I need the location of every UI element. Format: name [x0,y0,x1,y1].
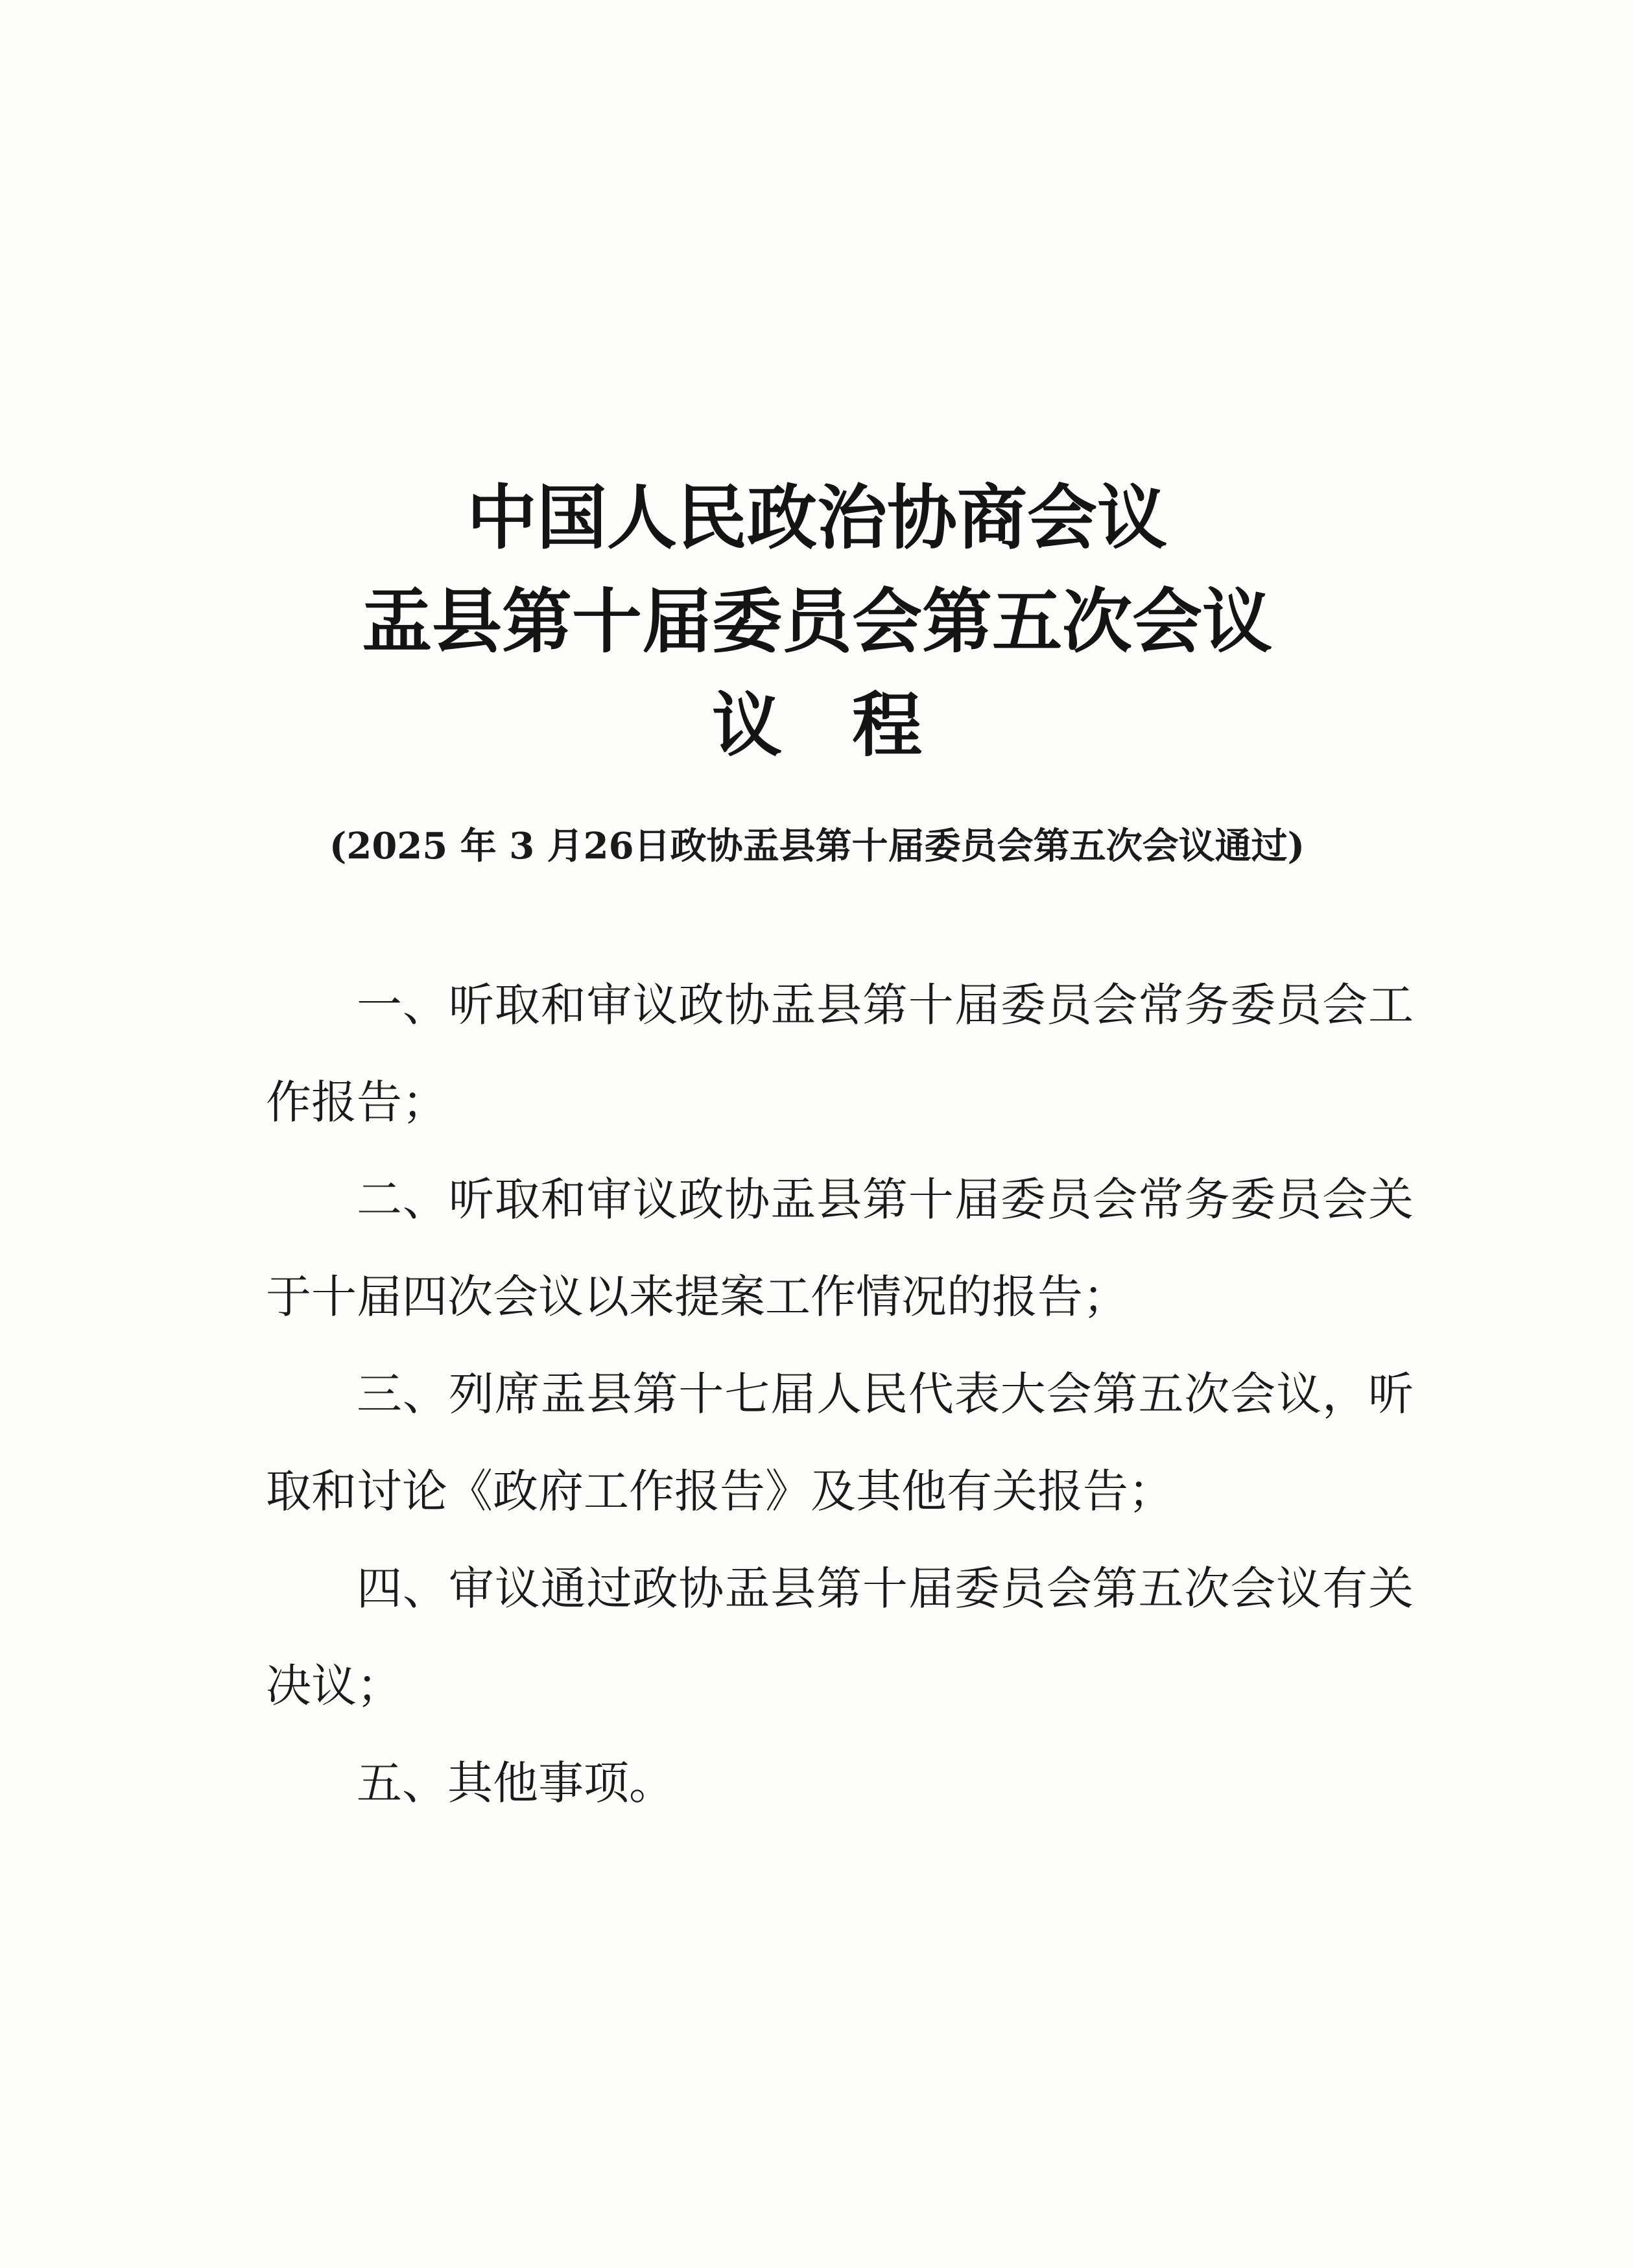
agenda-list [266,956,1414,1832]
agenda-item-1: 一、听取和审议政协盂县第十届委员会常务委员会工作报告； [266,978,1414,1129]
agenda-item-2: 二、听取和审议政协盂县第十届委员会常务委员会关于十届四次会议以来提案工作情况的报告； [266,1173,1414,1323]
agenda-item-4: 四、审议通过政协盂县第十届委员会第五次会议有关决议； [266,1562,1414,1712]
title-line-2: 盂县第十届委员会第五次会议 [361,582,1272,663]
document-title [0,467,1634,778]
agenda-item-5: 五、其他事项。 [357,1756,674,1810]
agenda-item-3: 三、列席盂县第十七届人民代表大会第五次会议，听取和讨论《政府工作报告》及其他有关报告； [266,1367,1414,1518]
title-line-3: 议 程 [711,685,922,766]
document-subtitle: (2025 年 3 月26日政协盂县第十届委员会第五次会议通过) [329,825,1305,868]
title-line-1: 中国人民政治协商会议 [466,478,1167,559]
